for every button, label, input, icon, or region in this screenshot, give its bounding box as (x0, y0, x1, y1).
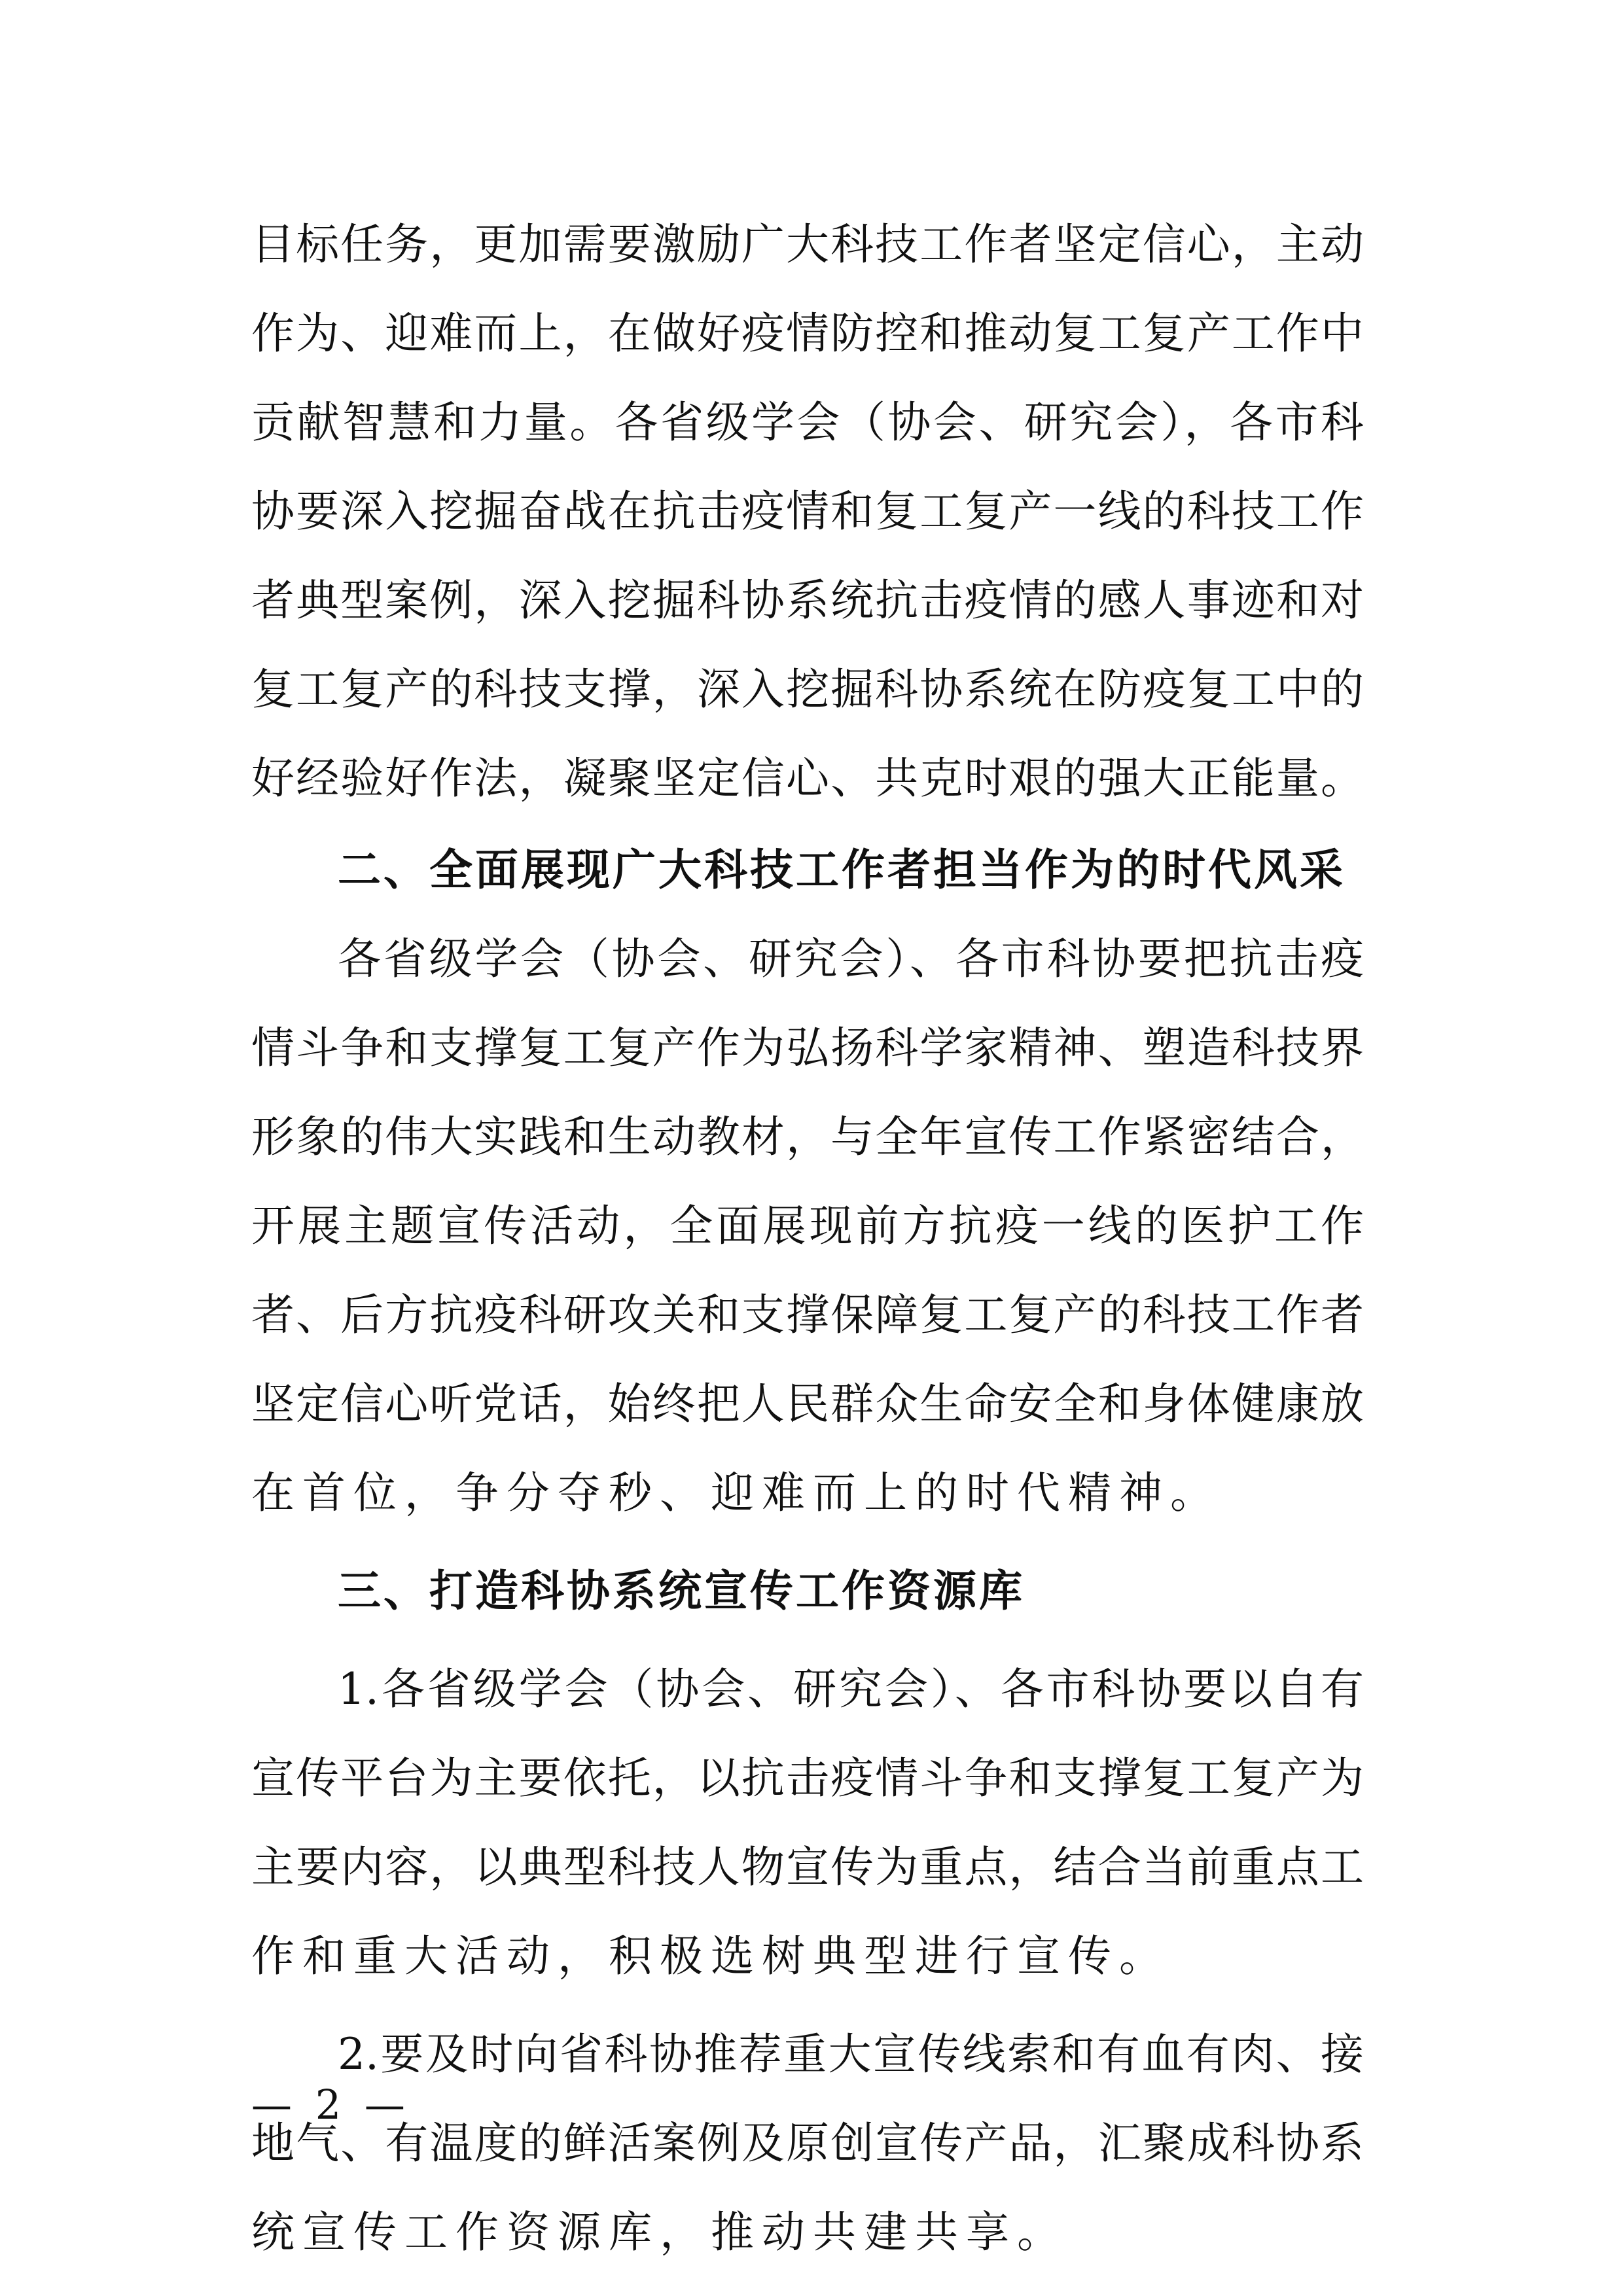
body-text (251, 200, 1364, 2277)
spacer (251, 1636, 1364, 1645)
paragraph-line: 坚定信心听党话，始终把人民群众生命安全和身体健康放 (251, 1379, 1364, 1429)
paragraph-line: 开展主题宣传活动，全面展现前方抗疫一线的医护工作 (251, 1201, 1364, 1251)
section-heading-2: 二、全面展现广大科技工作者担当作为的时代风采 (338, 845, 1346, 895)
paragraph-line: 主要内容，以典型科技人物宣传为重点，结合当前重点工 (251, 1842, 1364, 1892)
paragraph-line: 在首位，争分夺秒、迎难而上的时代精神。 (251, 1468, 1221, 1518)
paragraph-line: 作为、迎难而上，在做好疫情防控和推动复工复产工作中 (251, 308, 1364, 359)
paragraph-line: 1.各省级学会（协会、研究会）、各市科协要以自有 (338, 1664, 1364, 1714)
paragraph-line: 各省级学会（协会、研究会）、各市科协要把抗击疫 (338, 934, 1364, 984)
paragraph-line: 贡献智慧和力量。各省级学会（协会、研究会），各市科 (251, 397, 1364, 448)
paragraph-line: 地气、有温度的鲜活案例及原创宣传产品，汇聚成科协系 (251, 2118, 1364, 2168)
paragraph-line: 宣传平台为主要依托，以抗击疫情斗争和支撑复工复产为 (251, 1753, 1364, 1803)
paragraph-line: 者典型案例，深入挖掘科协系统抗击疫情的感人事迹和对 (251, 575, 1364, 626)
section-heading-3: 三、打造科协系统宣传工作资源库 (338, 1566, 1025, 1616)
paragraph-line: 目标任务，更加需要激励广大科技工作者坚定信心，主动 (251, 219, 1364, 270)
paragraph-line: 好经验好作法，凝聚坚定信心、共克时艰的强大正能量。 (251, 753, 1364, 804)
paragraph-line: 统宣传工作资源库，推动共建共享。 (251, 2207, 1068, 2257)
paragraph-line: 复工复产的科技支撑，深入挖掘科协系统在防疫复工中的 (251, 664, 1364, 715)
paragraph-line: 情斗争和支撑复工复产作为弘扬科学家精神、塑造科技界 (251, 1023, 1364, 1073)
paragraph-line: 2.要及时向省科协推荐重大宣传线索和有血有肉、接 (338, 2029, 1364, 2079)
spacer (251, 1538, 1364, 1547)
paragraph-line: 作和重大活动，积极选树典型进行宣传。 (251, 1931, 1170, 1981)
paragraph-line: 形象的伟大实践和生动教材，与全年宣传工作紧密结合， (251, 1112, 1364, 1162)
page-number: — 2 — (251, 2081, 410, 2128)
spacer (251, 2001, 1364, 2010)
paragraph-line: 者、后方抗疫科研攻关和支撑保障复工复产的科技工作者 (251, 1290, 1364, 1340)
paragraph-line: 协要深入挖掘奋战在抗击疫情和复工复产一线的科技工作 (251, 486, 1364, 537)
